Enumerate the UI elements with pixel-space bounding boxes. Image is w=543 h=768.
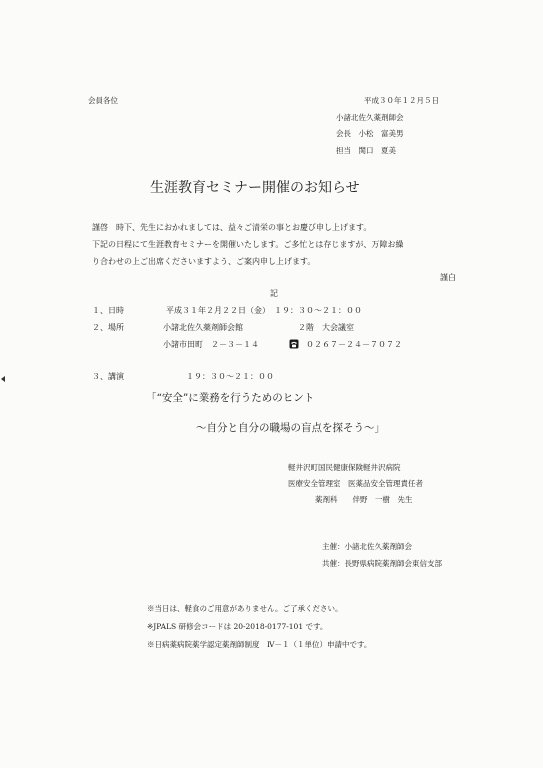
speaker-name: 薬剤科 伴野 一樹 先生 xyxy=(315,495,413,504)
speaker-role: 医療安全管理室 医薬品安全管理責任者 xyxy=(288,479,423,488)
recipients: 会員各位 xyxy=(88,96,118,105)
place-phone: ０２６７－２４－７０７２ xyxy=(306,340,402,349)
sender-president: 会長 小松 富美男 xyxy=(336,129,404,138)
place-name: 小諸北佐久薬剤師会館 xyxy=(163,323,243,332)
phone-icon xyxy=(289,339,299,352)
page-title: 生涯教育セミナー開催のお知らせ xyxy=(150,180,360,196)
sender-contact: 担当 関口 夏美 xyxy=(336,146,396,155)
note-1: ※当日は、軽食のご用意がありません。ご了承ください。 xyxy=(147,604,343,613)
organizer-cohost: 共催：長野県病院薬剤師会東信支部 xyxy=(322,559,442,568)
organizer-host: 主催：小諸北佐久薬剤師会 xyxy=(322,542,412,551)
date-label: １、日時 xyxy=(92,306,124,315)
lecture-title: 「“安全”に業務を行うためのヒント xyxy=(146,392,315,404)
lecture-subtitle: ～自分と自分の職場の盲点を探そう～」 xyxy=(196,422,385,434)
issue-date: 平成３０年１２月５日 xyxy=(364,96,439,105)
lecture-label: ３、講演 xyxy=(92,372,124,381)
sender-organization: 小諸北佐久薬剤師会 xyxy=(336,113,404,122)
place-address: 小諸市田町 ２－３－１４ xyxy=(163,340,259,349)
date-value: 平成３１年２月２２日（金） １９：３０～２１：００ xyxy=(166,306,362,315)
greeting-line-2: 下記の日程にて生涯教育セミナーを開催いたします。ご多忙とは存じますが、万障お繰 xyxy=(92,240,404,249)
speaker-hospital: 軽井沢町国民健康保険軽井沢病院 xyxy=(288,463,401,472)
note-2: ※JPALS 研修会コードは 20-2018-0177-101 です。 xyxy=(147,622,328,631)
place-label: ２、場所 xyxy=(92,323,124,332)
greeting-line-3: り合わせの上ご出席くださいますよう、ご案内申し上げます。 xyxy=(92,257,316,266)
greeting-closing: 謹白 xyxy=(440,273,456,282)
place-room: ２階 大会議室 xyxy=(298,323,354,332)
scan-mark xyxy=(1,376,5,382)
greeting-line-1: 謹啓 時下、先生におかれましては、益々ご清栄の事とお慶び申し上げます。 xyxy=(92,223,372,232)
ki-heading: 記 xyxy=(270,289,278,298)
lecture-time: １９：３０～２１：００ xyxy=(186,372,274,381)
note-3: ※日病薬病院薬学認定薬剤師制度 Ⅳ－１（１単位）申請中です。 xyxy=(147,640,372,649)
